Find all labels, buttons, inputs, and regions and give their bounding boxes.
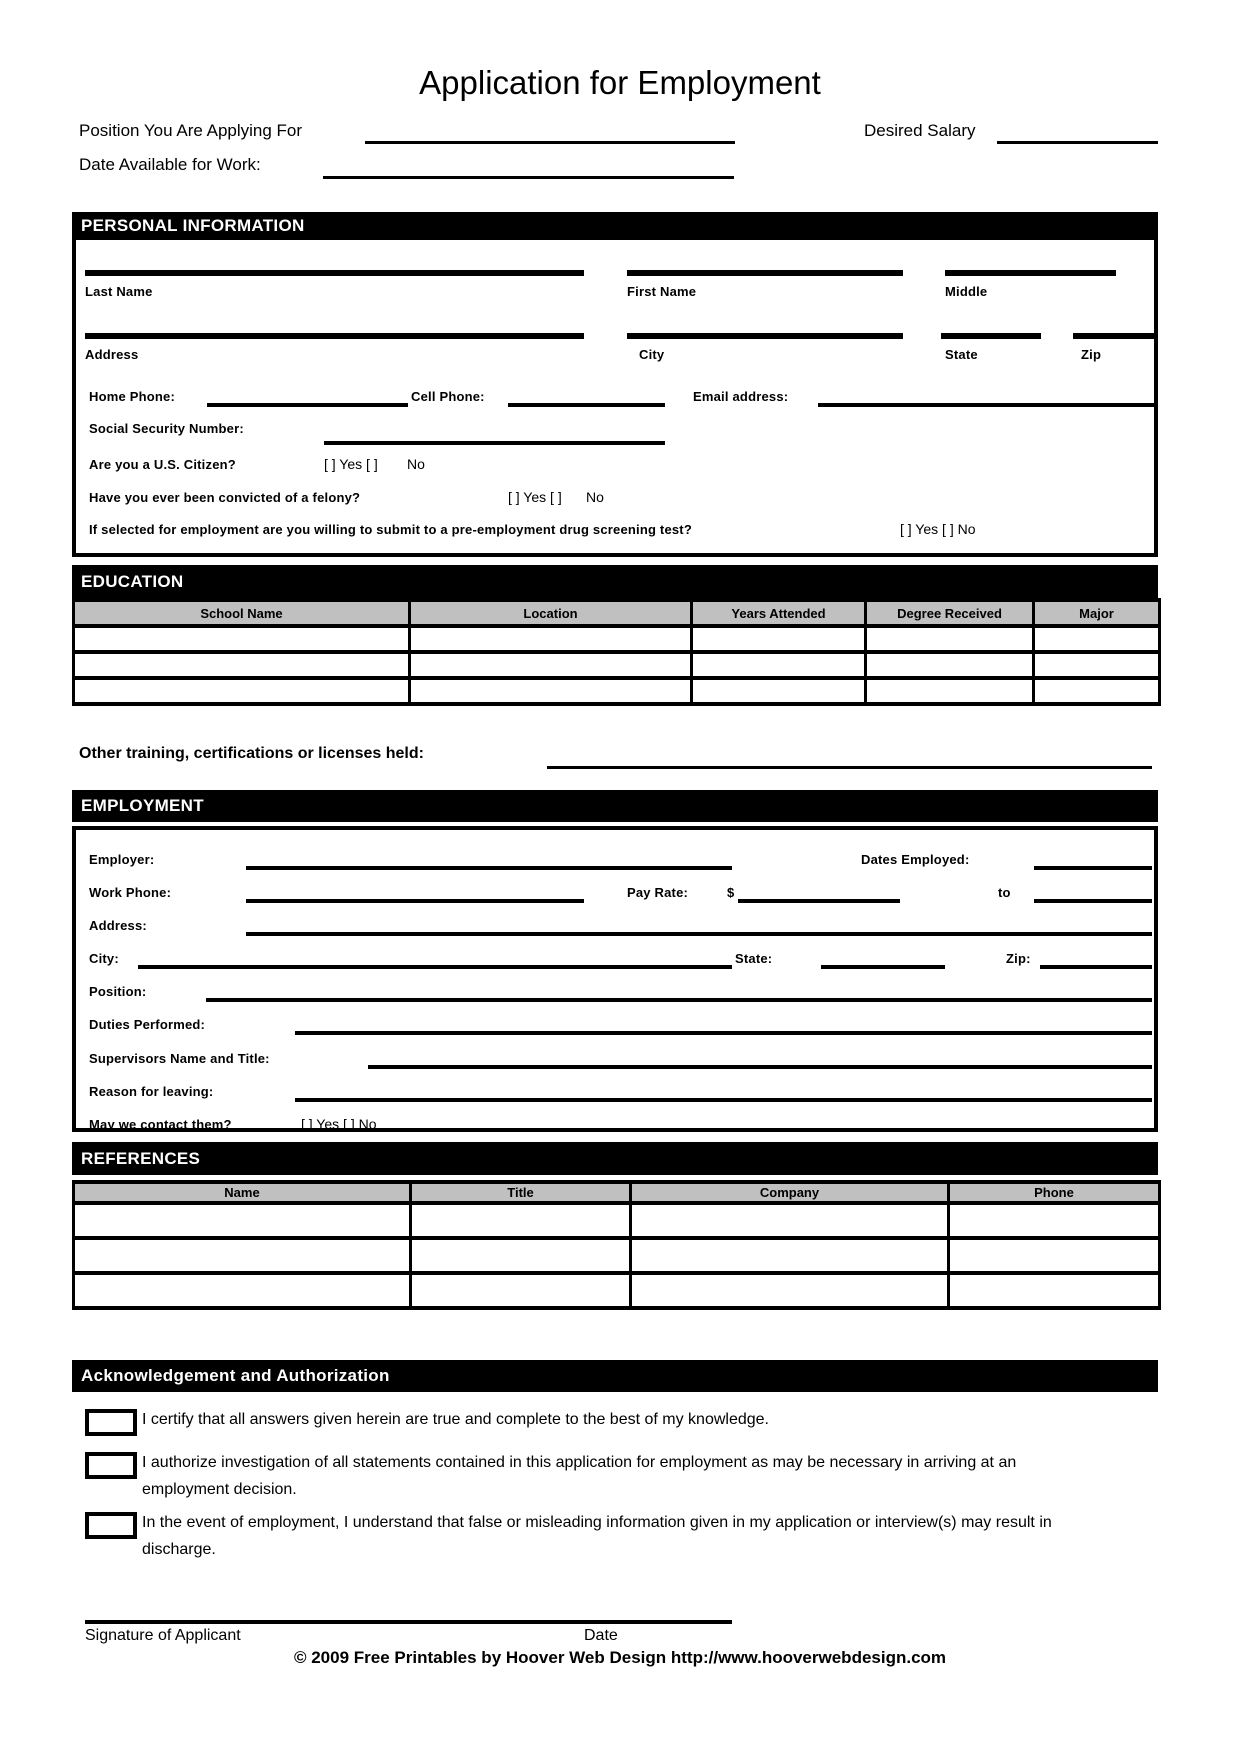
employment-section-header: EMPLOYMENT: [72, 790, 1158, 822]
personal-section-box: [72, 240, 1158, 557]
acknowledgement-item: [72, 1406, 1158, 1446]
education-col-major: Major: [1034, 600, 1160, 626]
education-col-school-name: School Name: [74, 600, 410, 626]
middle-name-label: Middle: [945, 284, 988, 299]
ssn-input-line[interactable]: [324, 441, 665, 445]
certify-statement: I certify that all answers given herein are true and complete to the best of my knowledge.: [142, 1411, 769, 1428]
false-information-statement: In the event of employment, I understand that false or misleading information given in my application or interview(s) may result in discharge.: [142, 1514, 1052, 1558]
other-training-label: Other training, certifications or licenses held:: [79, 745, 424, 762]
address-input-line[interactable]: [85, 333, 584, 339]
cell-phone-input-line[interactable]: [508, 403, 665, 407]
education-row: [74, 678, 1160, 704]
acknowledgement-section-header: Acknowledgement and Authorization: [72, 1360, 1158, 1392]
signature-input-line[interactable]: [85, 1620, 732, 1624]
state-label: State: [945, 347, 978, 362]
drug-test-question-label: If selected for employment are you willing to submit to a pre-employment drug screening test?: [89, 522, 692, 537]
first-name-label: First Name: [627, 284, 697, 299]
employer-city-input-line[interactable]: [138, 965, 732, 969]
education-col-degree-received: Degree Received: [866, 600, 1034, 626]
references-row: [74, 1238, 1160, 1273]
zip-input-line[interactable]: [1073, 333, 1154, 339]
duties-performed-label: Duties Performed:: [89, 1017, 206, 1032]
education-row: [74, 652, 1160, 678]
authorize-investigation-statement: I authorize investigation of all statements contained in this application for employment as may be necessary in arriving at an employment decision.: [142, 1454, 1017, 1498]
felony-question-label: Have you ever been convicted of a felony?: [89, 490, 361, 505]
education-table: [72, 598, 1161, 706]
last-name-input-line[interactable]: [85, 270, 584, 276]
pay-rate-label: Pay Rate:: [627, 885, 689, 900]
copyright-notice: © 2009 Free Printables by Hoover Web Design http://www.hooverwebdesign.com: [293, 1648, 947, 1667]
employer-zip-label: Zip:: [1006, 951, 1031, 966]
felony-no-label[interactable]: No: [586, 489, 604, 505]
city-label: City: [639, 347, 665, 362]
employer-state-input-line[interactable]: [821, 965, 945, 969]
supervisor-name-title-label: Supervisors Name and Title:: [89, 1051, 270, 1066]
references-cell-name[interactable]: [74, 1203, 411, 1238]
position-held-label: Position:: [89, 984, 147, 999]
home-phone-label: Home Phone:: [89, 389, 175, 404]
references-cell-title[interactable]: [411, 1238, 631, 1273]
references-section-header: REFERENCES: [72, 1142, 1158, 1175]
supervisor-name-title-input-line[interactable]: [368, 1065, 1152, 1069]
education-cell-degree[interactable]: [866, 652, 1034, 678]
education-cell-degree[interactable]: [866, 678, 1034, 704]
position-applying-label: Position You Are Applying For: [79, 121, 303, 140]
education-cell-school[interactable]: [74, 652, 410, 678]
education-cell-location[interactable]: [410, 678, 692, 704]
employer-address-label: Address:: [89, 918, 147, 933]
references-cell-phone[interactable]: [949, 1273, 1160, 1308]
reason-for-leaving-input-line[interactable]: [295, 1098, 1152, 1102]
ssn-label: Social Security Number:: [89, 421, 244, 436]
dates-employed-to-input-line[interactable]: [1034, 899, 1152, 903]
employer-input-line[interactable]: [246, 866, 732, 870]
education-cell-major[interactable]: [1034, 678, 1160, 704]
references-col-name: Name: [74, 1182, 411, 1203]
date-available-input-line[interactable]: [323, 176, 734, 179]
employer-city-label: City:: [89, 951, 119, 966]
pay-rate-input-line[interactable]: [738, 899, 900, 903]
dates-to-label: to: [998, 885, 1011, 900]
education-cell-major[interactable]: [1034, 652, 1160, 678]
email-label: Email address:: [693, 389, 789, 404]
references-table: [72, 1180, 1161, 1310]
employer-address-input-line[interactable]: [246, 932, 1152, 936]
references-cell-name[interactable]: [74, 1273, 411, 1308]
certify-checkbox[interactable]: [85, 1409, 137, 1436]
personal-section-header: PERSONAL INFORMATION: [72, 212, 1158, 240]
acknowledgement-item: [72, 1509, 1158, 1569]
home-phone-input-line[interactable]: [207, 403, 408, 407]
employer-zip-input-line[interactable]: [1040, 965, 1152, 969]
acknowledgement-item: [72, 1449, 1158, 1509]
education-cell-location[interactable]: [410, 652, 692, 678]
education-cell-years[interactable]: [692, 652, 866, 678]
references-cell-title[interactable]: [411, 1273, 631, 1308]
references-cell-phone[interactable]: [949, 1238, 1160, 1273]
address-label: Address: [85, 347, 139, 362]
education-cell-location[interactable]: [410, 626, 692, 652]
education-cell-years[interactable]: [692, 678, 866, 704]
education-cell-school[interactable]: [74, 626, 410, 652]
employment-section-box: [72, 826, 1158, 1132]
state-input-line[interactable]: [941, 333, 1041, 339]
references-row: [74, 1273, 1160, 1308]
date-available-label: Date Available for Work:: [79, 155, 261, 174]
position-held-input-line[interactable]: [206, 998, 1152, 1002]
drug-test-yes-no-checkboxes[interactable]: [ ] Yes [ ] No: [900, 521, 976, 537]
references-cell-phone[interactable]: [949, 1203, 1160, 1238]
references-row: [74, 1203, 1160, 1238]
education-row: [74, 626, 1160, 652]
education-cell-degree[interactable]: [866, 626, 1034, 652]
dates-employed-label: Dates Employed:: [861, 852, 970, 867]
middle-name-input-line[interactable]: [945, 270, 1116, 276]
false-information-checkbox[interactable]: [85, 1512, 137, 1539]
references-cell-company[interactable]: [631, 1273, 949, 1308]
education-section-header: EDUCATION: [72, 565, 1158, 598]
work-phone-label: Work Phone:: [89, 885, 172, 900]
may-we-contact-label: May we contact them?: [89, 1117, 232, 1132]
education-cell-major[interactable]: [1034, 626, 1160, 652]
education-cell-years[interactable]: [692, 626, 866, 652]
employer-label: Employer:: [89, 852, 155, 867]
page-title: Application for Employment: [419, 64, 821, 101]
references-cell-name[interactable]: [74, 1238, 411, 1273]
references-cell-company[interactable]: [631, 1203, 949, 1238]
citizen-yes-no-checkboxes[interactable]: [ ] Yes [ ]: [324, 456, 378, 472]
citizen-question-label: Are you a U.S. Citizen?: [89, 457, 236, 472]
signature-of-applicant-label: Signature of Applicant: [85, 1627, 241, 1644]
references-col-title: Title: [411, 1182, 631, 1203]
references-col-phone: Phone: [949, 1182, 1160, 1203]
desired-salary-label: Desired Salary: [864, 121, 976, 140]
other-training-input-line[interactable]: [547, 766, 1152, 769]
position-input-line[interactable]: [365, 141, 735, 144]
employer-state-label: State:: [735, 951, 773, 966]
dates-employed-from-input-line[interactable]: [1034, 866, 1152, 870]
signature-date-label: Date: [584, 1627, 618, 1644]
felony-yes-no-checkboxes[interactable]: [ ] Yes [ ]: [508, 489, 562, 505]
city-input-line[interactable]: [627, 333, 903, 339]
work-phone-input-line[interactable]: [246, 899, 584, 903]
first-name-input-line[interactable]: [627, 270, 903, 276]
citizen-no-label[interactable]: No: [407, 456, 425, 472]
education-col-years-attended: Years Attended: [692, 600, 866, 626]
education-col-location: Location: [410, 600, 692, 626]
may-we-contact-yes-no-checkboxes[interactable]: [ ] Yes [ ] No: [301, 1116, 377, 1132]
zip-label: Zip: [1081, 347, 1102, 362]
dollar-sign-label: $: [727, 885, 735, 900]
references-col-company: Company: [631, 1182, 949, 1203]
reason-for-leaving-label: Reason for leaving:: [89, 1084, 214, 1099]
education-cell-school[interactable]: [74, 678, 410, 704]
last-name-label: Last Name: [85, 284, 153, 299]
email-input-line[interactable]: [818, 403, 1154, 407]
references-cell-title[interactable]: [411, 1203, 631, 1238]
authorize-investigation-checkbox[interactable]: [85, 1452, 137, 1479]
desired-salary-input-line[interactable]: [997, 141, 1158, 144]
cell-phone-label: Cell Phone:: [411, 389, 485, 404]
duties-performed-input-line[interactable]: [295, 1031, 1152, 1035]
references-cell-company[interactable]: [631, 1238, 949, 1273]
